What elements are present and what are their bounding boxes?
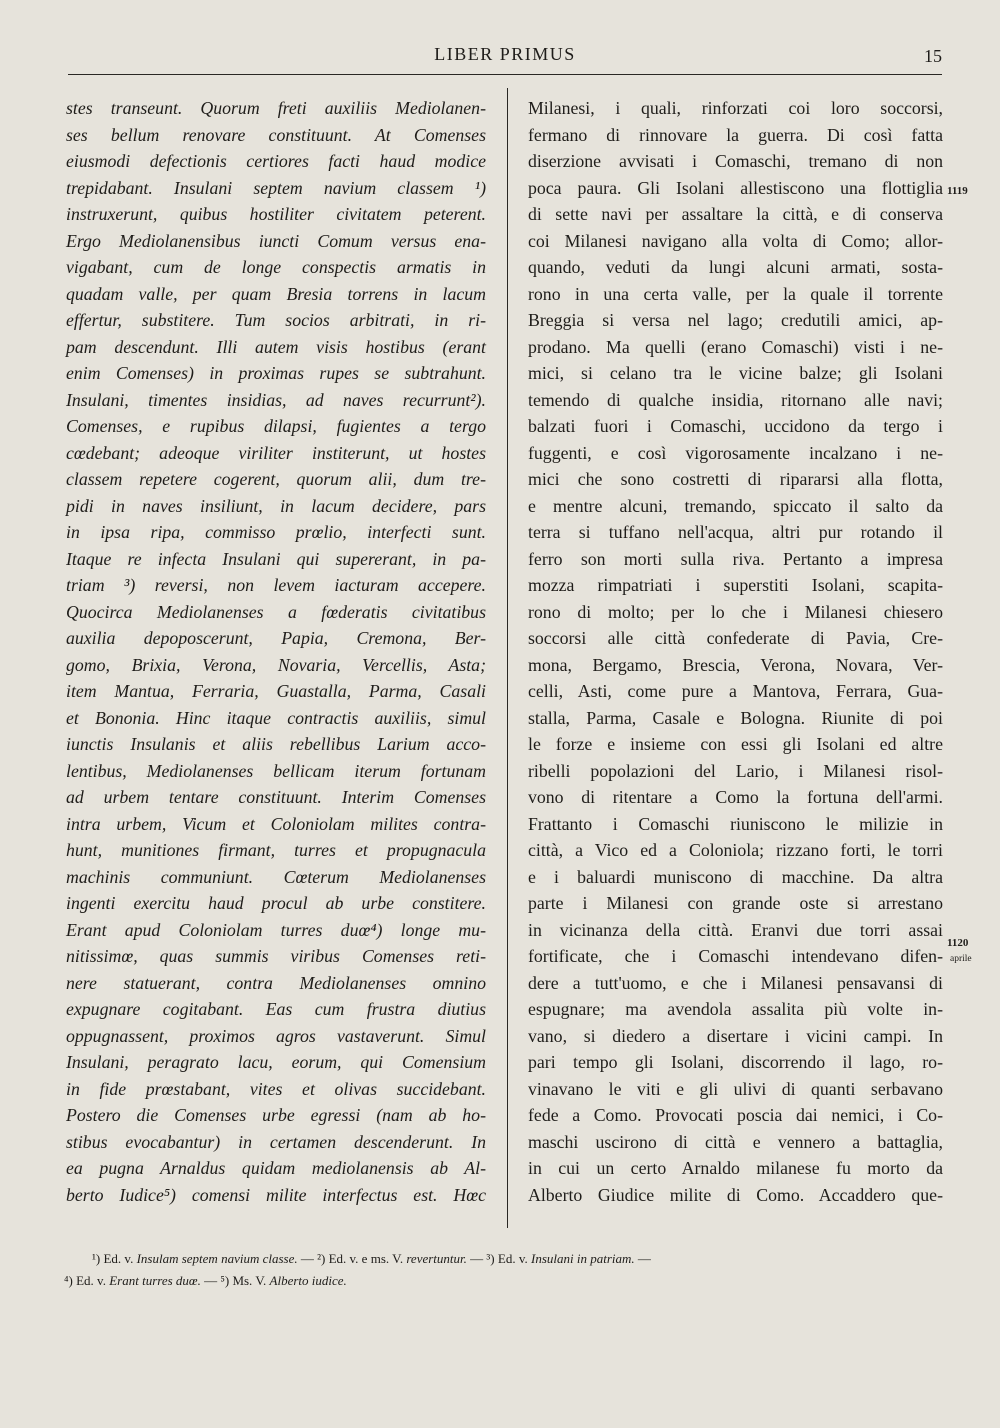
text-line: Insulani, peragrato lacu, eorum, qui Comensium [66, 1052, 486, 1072]
text-line: quadam valle, per quam Bresia torrens in lacum [66, 283, 486, 304]
text-line: nitissimœ, quas summis viribus Comenses reti- [66, 946, 486, 966]
text-line: nere statuerant, contra Mediolanenses omnino [66, 972, 486, 993]
footnote-3-marker: — ³) Ed. v. [470, 1251, 528, 1266]
text-line: rono di molto; per lo che i Milanesi chiesero [528, 601, 943, 622]
text-line: maschi uscirono di città e vennero a battaglia, [528, 1131, 943, 1152]
margin-month: aprile [950, 954, 972, 964]
text-line: ribelli popolazioni del Lario, i Milanesi risol- [528, 760, 943, 781]
text-line: stalla, Parma, Casale e Bologna. Riunite di poi [528, 707, 943, 728]
text-line: in fide prœstabant, vites et olivas succidebant. [66, 1078, 486, 1099]
text-line: le forze e insieme con essi gli Isolani ed altre [528, 734, 943, 754]
footnotes [64, 1248, 942, 1292]
margin-year-1120: 1120 [947, 937, 969, 949]
text-line: berto Iudice⁵) comensi milite interfectus est. Hœc [66, 1184, 486, 1205]
text-line: pari tempo gli Isolani, discorrendo il lago, ro- [528, 1052, 943, 1072]
column-divider [507, 88, 508, 1228]
text-line: ad urbem tentare constituunt. Interim Comenses [66, 787, 486, 807]
text-line: vono di ritentare a Como la fortuna dell'armi. [528, 787, 943, 807]
text-line: e i baluardi muniscono di macchine. Da altra [528, 866, 943, 887]
text-line: in ipsa ripa, commisso prœlio, interfecti sunt. [66, 522, 486, 542]
margin-year-1119: 1119 [947, 185, 968, 197]
text-line: dere a tutt'uomo, e che i Milanesi pensavansi di [528, 972, 943, 993]
text-line: mici, si celano tra le vicine balze; gli Isolani [528, 363, 943, 383]
text-line: eiusmodi defectionis certiores facti haud modice [66, 151, 486, 171]
text-line: pidi in naves insiliunt, in lacum decidere, pars [66, 495, 486, 516]
text-line: classem repetere cogerent, quorum alii, dum tre- [66, 469, 486, 489]
text-line: item Mantua, Ferraria, Guastalla, Parma, Casali [66, 681, 486, 701]
text-line: ingenti exercitu haud procul ab urbe constitere. [66, 893, 486, 913]
text-line: instruxerunt, quibus hostiliter civitatem peterent. [66, 204, 486, 224]
text-line: mona, Bergamo, Brescia, Verona, Novara, Ver- [528, 654, 943, 675]
page-number: 15 [924, 46, 942, 66]
text-line: quando, veduti da lungi alcuni armati, sosta- [528, 257, 943, 277]
footnote-line [64, 1270, 942, 1292]
text-line: Frattanto i Comaschi riuniscono le milizie in [528, 813, 943, 834]
text-line: Quocirca Mediolanenses a fœderatis civitatibus [66, 601, 486, 622]
text-line: Erant apud Coloniolam turres duœ⁴) longe mu- [66, 919, 486, 940]
text-line: oppugnassent, proximos agros vastaverunt. Simul [66, 1025, 486, 1046]
text-line: fede a Como. Provocati poscia dai nemici, i Co- [528, 1105, 943, 1125]
footnote-4-text: Erant turres duœ. [109, 1273, 201, 1288]
text-line: poca paura. Gli Isolani allestiscono una flottiglia [528, 177, 943, 198]
footnote-2-marker: — ²) Ed. v. e ms. V. [300, 1251, 404, 1266]
footnote-1-text: Insulam septem navium classe. [136, 1251, 298, 1266]
text-line: vinavano le viti e gli ulivi di quanti serbavano [528, 1078, 943, 1099]
footnote-2-text: revertuntur. [406, 1251, 467, 1266]
text-line: enim Comenses) in proximas rupes se subtrahunt. [66, 363, 486, 383]
latin-column [66, 95, 486, 1208]
running-header [68, 40, 942, 75]
text-line: stes transeunt. Quorum freti auxiliis Mediolanen- [66, 98, 486, 118]
text-line: intra urbem, Vicum et Coloniolam milites contra- [66, 813, 486, 834]
text-line: vano, si diedero a disertare i vicini campi. In [528, 1025, 943, 1046]
text-line: Breggia si versa nel lago; credutili amici, ap- [528, 310, 943, 330]
text-line: ea pugna Arnaldus quidam mediolanensis ab Al- [66, 1158, 486, 1178]
text-line: fortificate, che i Comaschi intendevano difen- [528, 946, 943, 966]
text-line: et Bononia. Hinc itaque contractis auxiliis, simul [66, 707, 486, 728]
text-line: Itaque re infecta Insulani qui supererant, in pa- [66, 548, 486, 569]
text-line: fermano di rinnovare la guerra. Di così fatta [528, 124, 943, 145]
text-line: mozza rimpatriati i superstiti Isolani, scapita- [528, 575, 943, 595]
text-line: città, a Vico ed a Coloniola; rizzano forti, le torri [528, 840, 943, 860]
text-line: Postero die Comenses urbe egressi (nam ab ho- [66, 1105, 486, 1125]
text-line: coi Milanesi navigano alla volta di Como; allor- [528, 230, 943, 251]
text-line: fuggenti, e così vigorosamente incalzano i ne- [528, 442, 943, 463]
text-line: trepidabant. Insulani septem navium classem ¹) [66, 177, 486, 198]
text-line: hunt, munitiones firmant, turres et propugnacula [66, 840, 486, 860]
footnote-3-end: — [637, 1251, 651, 1266]
text-line: terra si tuffano nell'acqua, altri pur rotando il [528, 522, 943, 542]
text-line: in vicinanza della città. Eranvi due torri assai [528, 919, 943, 940]
text-line: Milanesi, i quali, rinforzati coi loro soccorsi, [528, 98, 943, 118]
text-line: Ergo Mediolanensibus iuncti Comum versus ena- [66, 230, 486, 251]
text-line: celli, Asti, come pure a Mantova, Ferrara, Gua- [528, 681, 943, 701]
text-line: gomo, Brixia, Verona, Novaria, Vercellis, Asta; [66, 654, 486, 675]
text-line: parte i Milanesi con grande oste si arrestano [528, 893, 943, 913]
text-line: vigabant, cum de longe conspectis armatis in [66, 257, 486, 277]
text-line: stibus evocabantur) in certamen descenderunt. In [66, 1131, 486, 1152]
footnote-5-marker: — ⁵) Ms. V. [204, 1273, 267, 1288]
text-line: machinis communiunt. Cœterum Mediolanenses [66, 866, 486, 887]
text-line: mici che sono costretti di ripararsi alla flotta, [528, 469, 943, 489]
text-line: soccorsi alle città confederate di Pavia, Cre- [528, 628, 943, 648]
text-line: iunctis Insulanis et aliis rebellibus Larium acco- [66, 734, 486, 754]
text-line: prodano. Ma quelli (erano Comaschi) visti i ne- [528, 336, 943, 357]
text-line: triam ³) reversi, non levem iacturam accepere. [66, 575, 486, 595]
text-line: auxilia depoposcerunt, Papia, Cremona, Ber- [66, 628, 486, 648]
text-line: e mentre alcuni, tremando, spiccato il salto da [528, 495, 943, 516]
footnote-line [92, 1248, 942, 1270]
text-line: temendo di qualche insidia, ritornano alle navi; [528, 389, 943, 410]
text-line: ferro son morti sulla riva. Pertanto a impresa [528, 548, 943, 569]
running-title: LIBER PRIMUS [434, 44, 576, 64]
text-line: in cui un certo Arnaldo milanese fu morto da [528, 1158, 943, 1178]
text-line: balzati fuori i Comaschi, uccidono da tergo i [528, 416, 943, 436]
text-line: expugnare cogitabant. Eas cum frustra diutius [66, 999, 486, 1019]
text-line: Comenses, e rupibus dilapsi, fugientes a tergo [66, 416, 486, 436]
text-line: lentibus, Mediolanenses bellicam iterum fortunam [66, 760, 486, 781]
text-line: di sette navi per assaltare la città, e di conserva [528, 204, 943, 224]
text-line: Insulani, timentes insidias, ad naves recurrunt²). [66, 389, 486, 410]
text-line: Alberto Giudice milite di Como. Accaddero que- [528, 1184, 943, 1205]
text-line: pam descendunt. Illi autem visis hostibus (erant [66, 336, 486, 357]
text-line: rono in una certa valle, per la quale il torrente [528, 283, 943, 304]
text-line: espugnare; ma avendola assalita più volte in- [528, 999, 943, 1019]
text-line: effertur, substitere. Tum socios arbitrati, in ri- [66, 310, 486, 330]
text-line: cœdebant; adeoque viriliter institerunt, ut hostes [66, 442, 486, 463]
footnote-5-text: Alberto iudice. [269, 1273, 347, 1288]
text-line: diserzione avvisati i Comaschi, tremano di non [528, 151, 943, 171]
footnote-4-marker: ⁴) Ed. v. [64, 1273, 106, 1288]
text-line: ses bellum renovare constituunt. At Comenses [66, 124, 486, 145]
italian-column [528, 95, 943, 1208]
footnote-1-marker: ¹) Ed. v. [92, 1251, 134, 1266]
footnote-3-text: Insulani in patriam. [530, 1251, 635, 1266]
